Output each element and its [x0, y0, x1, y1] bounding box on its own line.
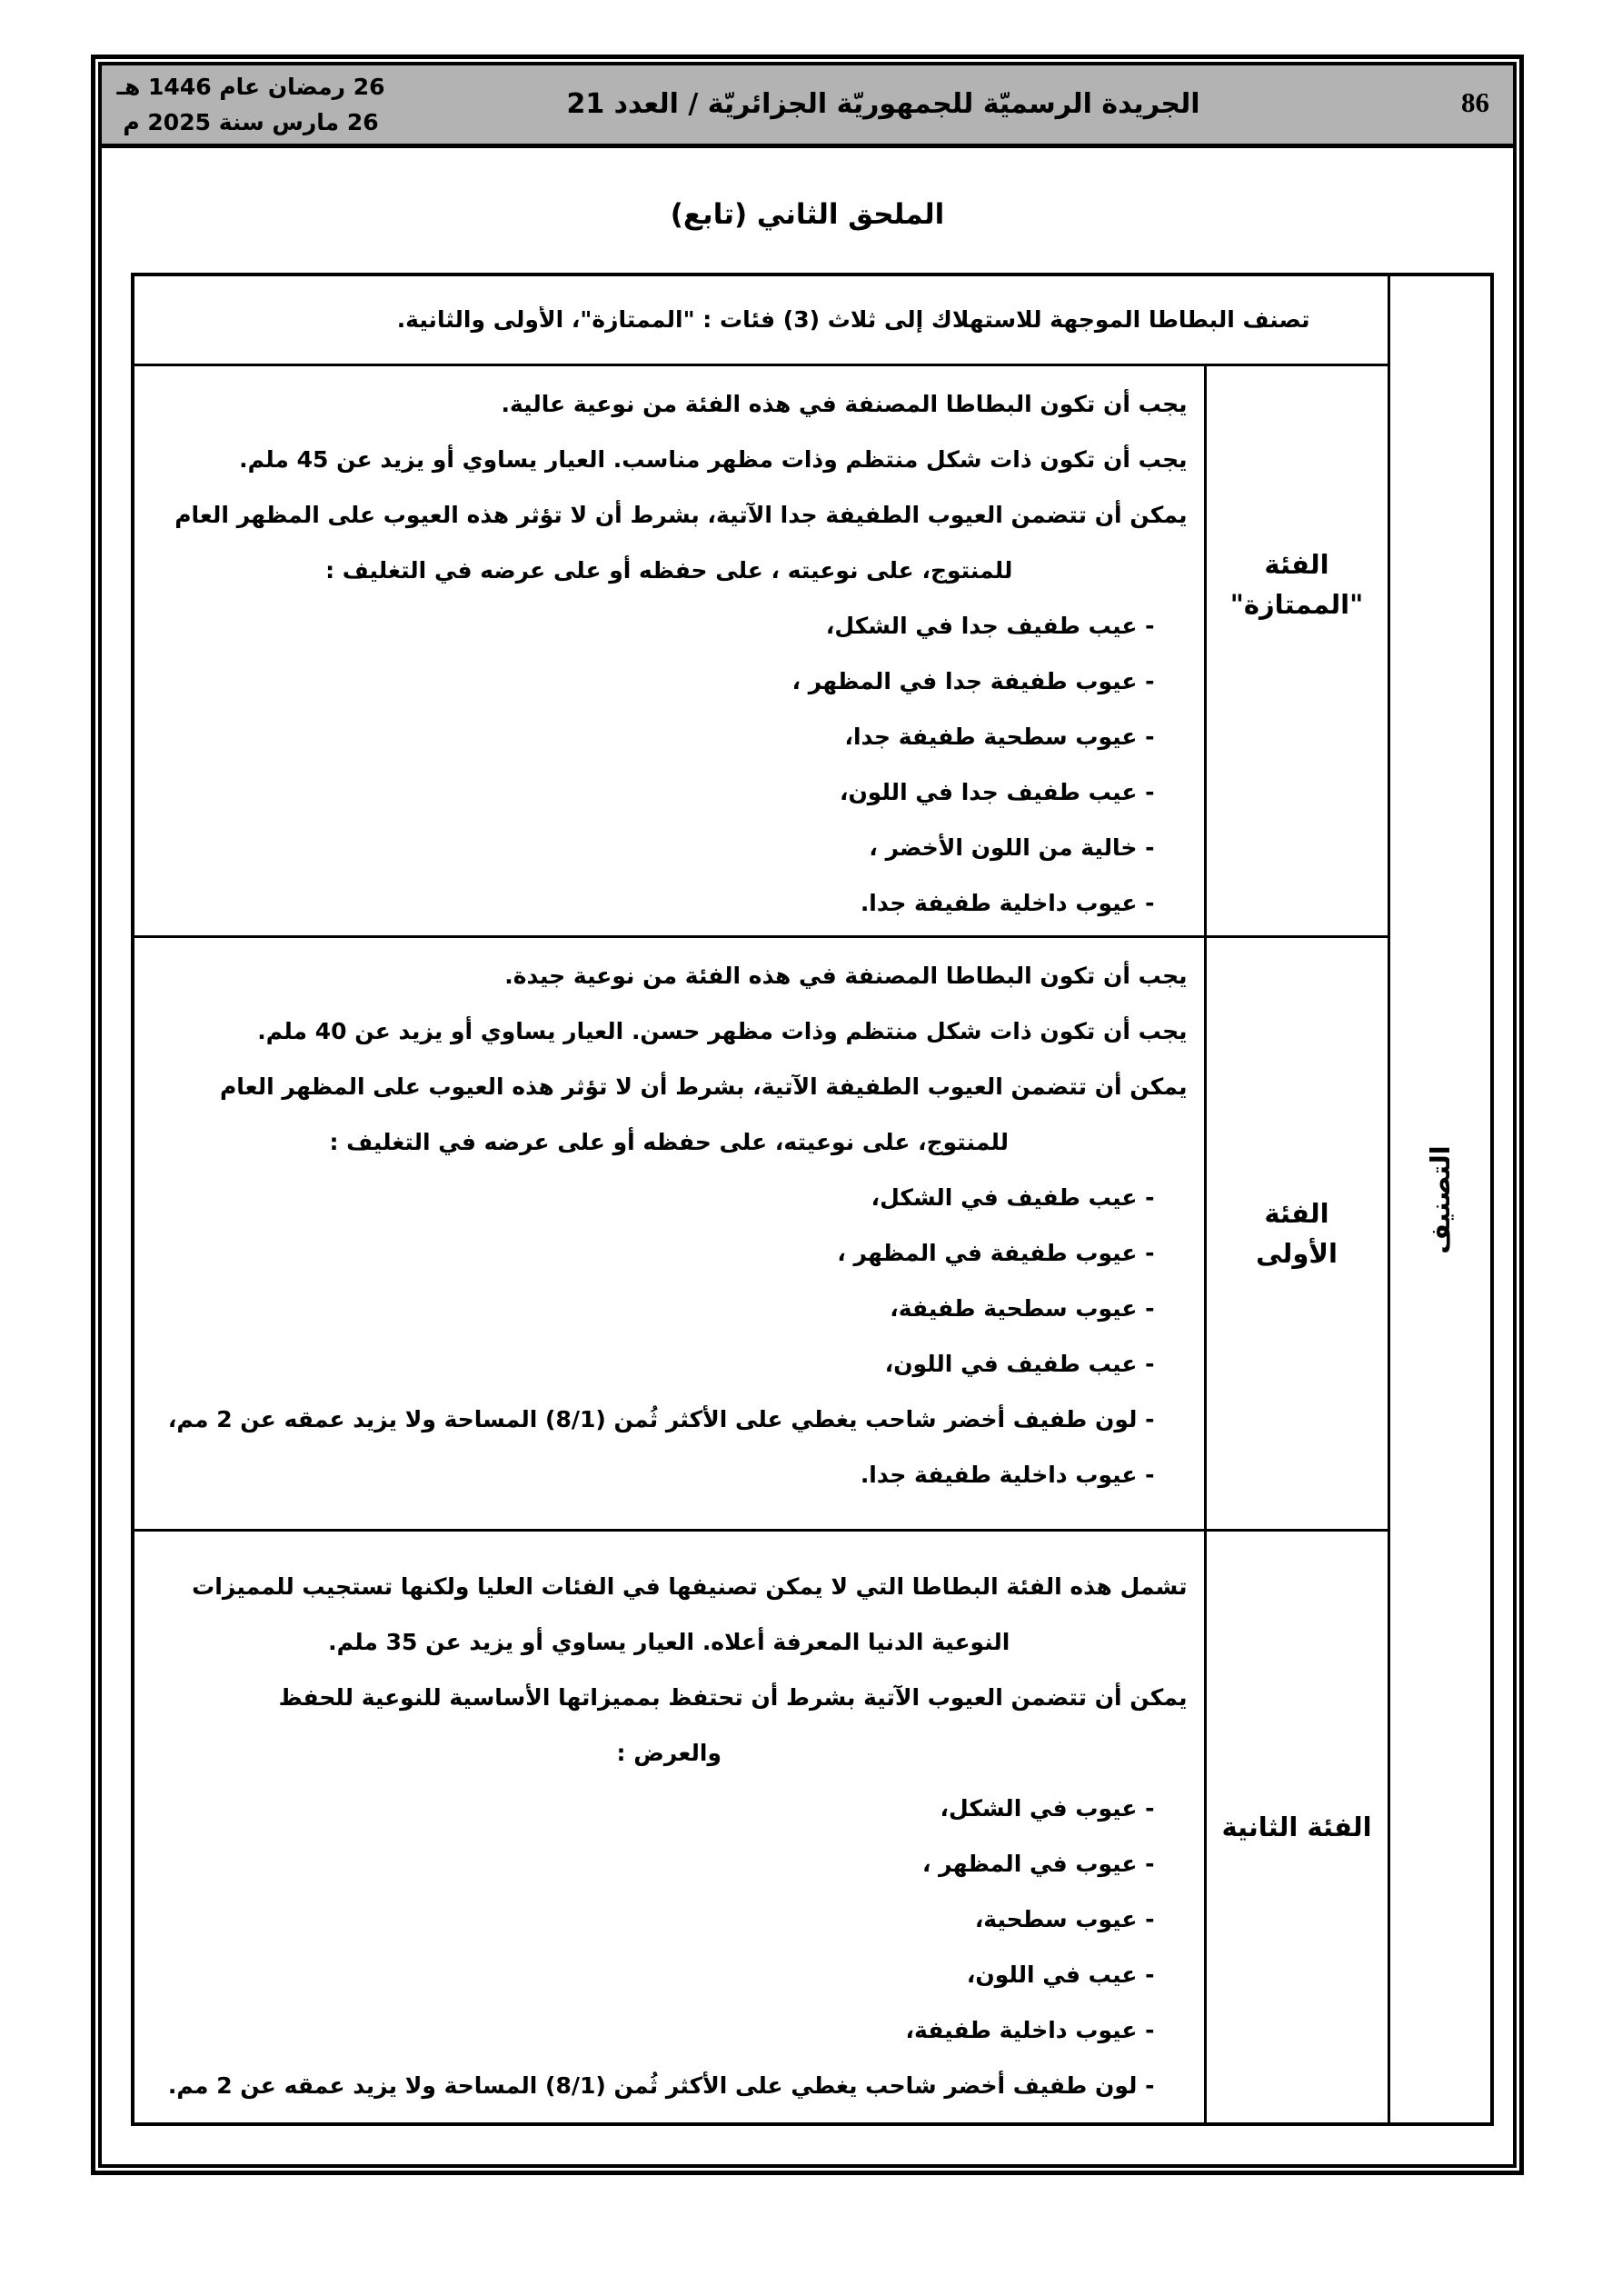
- paragraph-line: للمنتوج، على نوعيته، على حفظه أو على عرضه في التغليف :: [329, 1128, 1010, 1155]
- paragraph-line: والعرض :: [616, 1739, 721, 1766]
- category-description: [134, 938, 1204, 1502]
- date-hijri: 26 رمضان عام 1446 هـ: [116, 74, 385, 100]
- paragraph-line: يجب أن تكون البطاطا المصنفة في هذه الفئة من نوعية جيدة.: [504, 962, 1188, 989]
- category-label-line: الأولى: [1256, 1237, 1338, 1269]
- table-row-category-premium: [133, 364, 1492, 936]
- paragraph-line: تشمل هذه الفئة البطاطا التي لا يمكن تصنيفها في الفئات العليا ولكنها تستجيب للمميزات: [192, 1572, 1188, 1600]
- defect-item: - لون طفيف أخضر شاحب يغطي على الأكثر ثُمن (8/1) المساحة ولا يزيد عمقه عن 2 مم،: [167, 1405, 1155, 1433]
- defect-item: - عيب طفيف جدا في اللون،: [839, 778, 1155, 805]
- defect-item: - عيب طفيف في الشكل،: [871, 1183, 1155, 1211]
- classification-side-cell: [1388, 275, 1492, 2124]
- table-row-intro: [133, 275, 1492, 364]
- defect-item: - عيب طفيف في اللون،: [884, 1350, 1155, 1377]
- date-gregorian: 26 مارس سنة 2025 م: [123, 109, 379, 135]
- defect-item: - عيوب داخلية طفيفة جدا.: [860, 1461, 1155, 1488]
- defect-item: - عيب طفيف جدا في الشكل،: [825, 612, 1155, 639]
- defect-item: - عيوب داخلية طفيفة،: [905, 2016, 1155, 2043]
- paragraph-line: يمكن أن تتضمن العيوب الآتية بشرط أن تحتفظ بمميزاتها الأساسية للنوعية للحفظ: [278, 1683, 1188, 1711]
- paragraph-line: يمكن أن تتضمن العيوب الطفيفة الآتية، بشرط أن لا تؤثر هذه العيوب على المظهر العام: [219, 1073, 1188, 1100]
- category-label-line: "الممتازة": [1229, 588, 1364, 620]
- table-row-category-first: [133, 936, 1492, 1530]
- category-description-cell-premium: [133, 364, 1205, 936]
- paragraph-line: يجب أن تكون ذات شكل منتظم وذات مظهر مناسب. العيار يساوي أو يزيد عن 45 ملم.: [239, 445, 1188, 473]
- intro-text: تصنف البطاطا الموجهة للاستهلاك إلى ثلاث (3) فئات : "الممتازة"، الأولى والثانية.: [396, 306, 1310, 334]
- category-label-cell-premium: [1205, 364, 1388, 936]
- table-row-category-second: [133, 1530, 1492, 2124]
- category-label-cell-first: [1205, 936, 1388, 1530]
- paragraph-line: النوعية الدنيا المعرفة أعلاه. العيار يساوي أو يزيد عن 35 ملم.: [328, 1628, 1010, 1655]
- defect-item: - عيوب في الشكل،: [940, 1794, 1155, 1822]
- annex-title: الملحق الثاني (تابع): [670, 198, 945, 231]
- category-label-line: الفئة الثانية: [1221, 1811, 1372, 1842]
- paragraph-line: يجب أن تكون البطاطا المصنفة في هذه الفئة من نوعية عالية.: [501, 390, 1188, 417]
- category-label: [1207, 544, 1388, 624]
- defect-item: - عيوب سطحية،: [974, 1905, 1155, 1932]
- paragraph-line: للمنتوج، على نوعيته ، على حفظه أو على عرضه في التغليف :: [325, 556, 1013, 584]
- defect-item: - عيب في اللون،: [966, 1961, 1155, 1988]
- classification-side-label: التصنيف: [1424, 1144, 1456, 1254]
- classification-table: [131, 273, 1494, 2126]
- category-description-cell-first: [133, 936, 1205, 1530]
- journal-header-band: [102, 65, 1513, 148]
- paragraph-line: يمكن أن تتضمن العيوب الطفيفة جدا الآتية، بشرط أن لا تؤثر هذه العيوب على المظهر العام: [174, 501, 1188, 528]
- defect-item: - عيوب في المظهر ،: [921, 1850, 1155, 1877]
- defect-item: - خالية من اللون الأخضر ،: [869, 834, 1155, 861]
- page-border-inner: [98, 62, 1517, 2168]
- category-label: [1207, 1807, 1388, 1847]
- defect-item: - عيوب طفيفة في المظهر ،: [837, 1239, 1155, 1266]
- header-dates: [114, 69, 387, 140]
- intro-cell: [133, 275, 1388, 364]
- defect-item: - عيوب سطحية طفيفة جدا،: [844, 723, 1155, 750]
- defect-item: - عيوب سطحية طفيفة،: [890, 1294, 1155, 1322]
- paragraph-line: يجب أن تكون ذات شكل منتظم وذات مظهر حسن. العيار يساوي أو يزيد عن 40 ملم.: [257, 1017, 1188, 1044]
- category-label: [1207, 1193, 1388, 1273]
- category-label-cell-second: [1205, 1530, 1388, 2124]
- page-number: 86: [1461, 86, 1489, 118]
- category-description: [134, 366, 1204, 931]
- category-description-cell-second: [133, 1530, 1205, 2124]
- journal-title: الجريدة الرسميّة للجمهوريّة الجزائريّة / العدد 21: [566, 88, 1200, 120]
- category-label-line: الفئة: [1264, 1197, 1329, 1229]
- defect-item: - لون طفيف أخضر شاحب يغطي على الأكثر ثُمن (8/1) المساحة ولا يزيد عمقه عن 2 مم.: [167, 2071, 1155, 2099]
- defect-item: - عيوب داخلية طفيفة جدا.: [860, 889, 1155, 916]
- category-label-line: الفئة: [1264, 548, 1329, 580]
- defect-item: - عيوب طفيفة جدا في المظهر ،: [791, 667, 1155, 694]
- page-border-outer: [91, 55, 1524, 2175]
- category-description: [134, 1532, 1204, 2113]
